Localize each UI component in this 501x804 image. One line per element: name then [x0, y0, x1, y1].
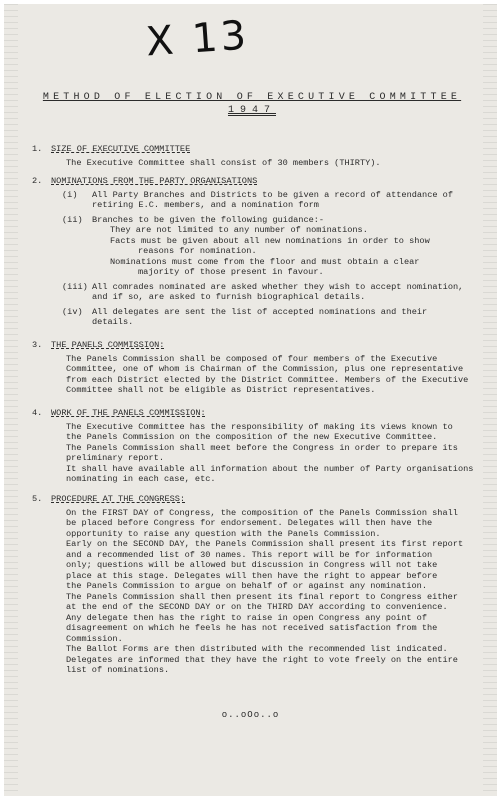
text-line: list of nominations.	[66, 665, 170, 675]
section-heading-text: NOMINATIONS FROM THE PARTY ORGANISATIONS	[51, 176, 258, 186]
section-body	[66, 158, 482, 169]
text-line: Branches to be given the following guidance:-	[92, 214, 325, 225]
text-line: nominating in each case, etc.	[66, 474, 216, 484]
text-line: preliminary report.	[66, 453, 164, 463]
item-number: (iv)	[62, 306, 83, 317]
item-number: (iii)	[62, 281, 88, 292]
text-line: Any delegate then has the right to raise in open Congress any point of	[66, 612, 427, 623]
list-item	[62, 307, 482, 328]
scan-edge-right	[483, 4, 497, 796]
section-4	[32, 408, 482, 485]
section-heading-text: WORK OF THE PANELS COMMISSION:	[51, 408, 206, 418]
list-item	[62, 190, 482, 211]
text-line: retiring E.C. members, and a nomination form	[92, 200, 319, 210]
document-title: METHOD OF ELECTION OF EXECUTIVE COMMITTEE	[42, 92, 462, 103]
list-item	[62, 215, 482, 278]
section-number: 1.	[32, 144, 43, 154]
text-line: All delegates are sent the list of accepted nominations and their	[92, 306, 428, 317]
text-line: All Party Branches and Districts to be given a record of attendance of	[92, 189, 453, 200]
text-line: Delegates are informed that they have the right to vote freely on the entire	[66, 654, 458, 665]
text-line: Committee, one of whom is Chairman of the Commission, plus one representative	[66, 364, 464, 374]
text-line: details.	[92, 317, 134, 327]
document-page	[4, 4, 497, 796]
text-line: They are not limited to any number of nominations.	[110, 225, 368, 235]
text-line: and if so, are asked to furnish biographical details.	[92, 292, 366, 302]
section-number: 4.	[32, 408, 43, 418]
text-line: Nominations must come from the floor and must obtain a clear	[110, 256, 420, 267]
handwritten-mark: X 13	[144, 12, 251, 66]
section-body	[66, 422, 482, 485]
scan-edge-left	[4, 4, 18, 796]
document-year: 1947	[227, 105, 276, 116]
text-line: and a recommended list of 30 names. This report will be for information	[66, 549, 433, 560]
section-3	[32, 340, 482, 396]
text-line: opportunity to raise any question with the Panels Commission.	[66, 528, 381, 539]
section-body	[66, 508, 482, 676]
text-line: at the end of the SECOND DAY or on the THIRD DAY according to convenience.	[66, 602, 448, 612]
item-number: (i)	[62, 189, 78, 200]
text-line: The Panels Commission shall be composed of four members of the Executive	[66, 353, 438, 364]
section-number: 3.	[32, 340, 43, 350]
section-heading	[32, 176, 482, 187]
closing-ornament: o..oOo..o	[221, 710, 280, 720]
section-body	[62, 190, 482, 328]
text-line: reasons for nomination.	[138, 246, 257, 256]
text-line: from each District elected by the District Committee. Members of the Executive	[66, 374, 469, 385]
text-line: It shall have available all information about the number of Party organisations	[66, 463, 474, 474]
section-body	[66, 354, 482, 396]
section-number: 5.	[32, 494, 43, 504]
text-line: The Panels Commission shall then present its final report to Congress either	[66, 591, 458, 602]
section-heading-text: THE PANELS COMMISSION:	[51, 340, 165, 350]
list-item	[62, 282, 482, 303]
text-line: be placed before Congress for endorsement. Delegates will then have the	[66, 518, 433, 528]
section-heading	[32, 408, 482, 419]
section-heading	[32, 144, 482, 155]
text-line: disagreement on which he feels he has not received satisfaction from the	[66, 623, 438, 633]
text-line: The Panels Commission shall meet before the Congress in order to prepare its	[66, 442, 458, 453]
section-1	[32, 144, 482, 168]
text-line: On the FIRST DAY of Congress, the composition of the Panels Commission shall	[66, 507, 458, 518]
section-heading	[32, 340, 482, 351]
section-heading-text: PROCEDURE AT THE CONGRESS:	[51, 494, 186, 504]
section-heading	[32, 494, 482, 505]
text-line: only; questions will be allowed but discussion in Congress will not take	[66, 560, 438, 570]
text-line: Early on the SECOND DAY, the Panels Commission shall present its first report	[66, 539, 464, 549]
text-line: Commission.	[66, 633, 123, 644]
text-line: All comrades nominated are asked whether they wish to accept nomination,	[92, 281, 464, 292]
section-5	[32, 494, 482, 676]
text-line: The Ballot Forms are then distributed with the recommended list indicated.	[66, 644, 448, 654]
section-2	[32, 176, 482, 328]
text-line: The Executive Committee shall consist of 30 members (THIRTY).	[66, 157, 381, 168]
section-heading-text: SIZE OF EXECUTIVE COMMITTEE	[51, 144, 191, 154]
text-line: majority of those present in favour.	[138, 267, 324, 277]
text-line: Facts must be given about all new nominations in order to show	[110, 235, 430, 246]
text-line: place at this stage. Delegates will then have the right to appear before	[66, 570, 438, 581]
text-line: Committee shall not be eligible as District representatives.	[66, 385, 376, 395]
text-line: the Panels Commission on the composition of the new Executive Committee.	[66, 432, 438, 442]
section-number: 2.	[32, 176, 43, 186]
text-line: the Panels Commission to argue on behalf of or against any nomination.	[66, 581, 427, 591]
item-number: (ii)	[62, 214, 83, 225]
text-line: The Executive Committee has the responsibility of making its views known to	[66, 421, 453, 432]
